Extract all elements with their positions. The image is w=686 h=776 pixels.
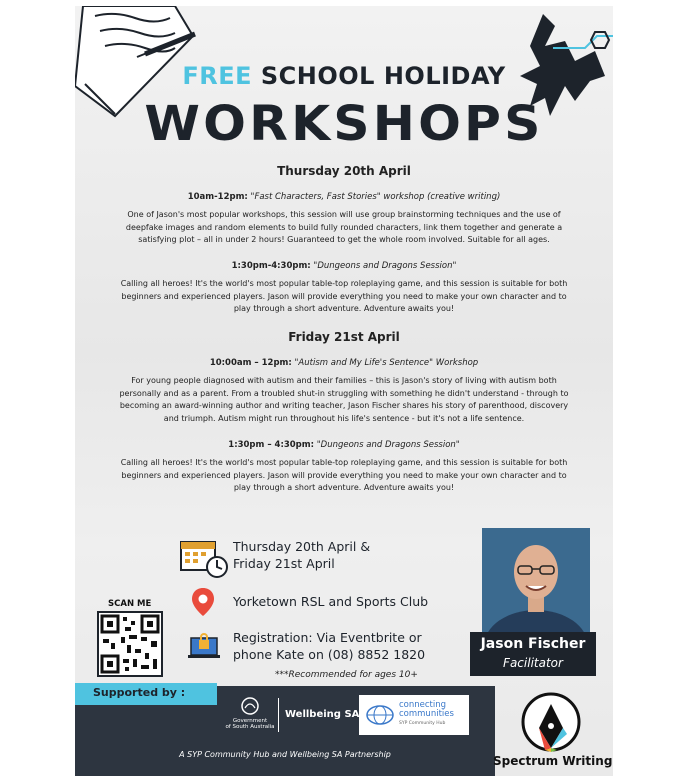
registration-line: phone Kate on (08) 8852 1820 — [233, 647, 426, 662]
dates-line: Thursday 20th April & — [233, 539, 371, 554]
poster-title: WORKSHOPS — [144, 96, 544, 152]
desc-line: personally and as a parent. From a troubled shut-in struggling with something he didn't understand - through to — [119, 388, 569, 398]
day1-slot1-time: 10am-12pm: — [187, 192, 248, 202]
spectrum-writing-label: Spectrum Writing — [493, 754, 613, 768]
title-free: FREE — [182, 62, 253, 90]
day1-slot2-name: "Dungeons and Dragons Session" — [313, 261, 457, 271]
day1-slot1-heading — [75, 192, 613, 202]
registration-line: Registration: Via Eventbrite or — [233, 630, 422, 645]
day2-slot1-description — [103, 375, 585, 425]
day1-slot2-time: 1:30pm-4:30pm: — [231, 261, 311, 271]
day1-slot1-name: "Fast Characters, Fast Stories" workshop (creative writing) — [250, 192, 501, 202]
day2-slot1-heading — [75, 358, 613, 368]
desc-line: satisfying plot – all in under 2 hours! Guaranteed to get the whole room involved. Suitable for all ages. — [138, 235, 550, 244]
day2-slot2-heading — [75, 440, 613, 450]
desc-line: beginners and experienced players. Jason will provide everything you need to make your own character and to — [121, 291, 567, 301]
desc-line: One of Jason's most popular workshops, this session will use group brainstorming techniques and the use of — [127, 210, 561, 219]
government-crest-icon — [239, 696, 261, 716]
age-recommendation: ***Recommended for ages 10+ — [275, 670, 418, 680]
desc-line: Calling all heroes! It's the world's most popular table-top roleplaying game, and this session is suitable for both — [120, 279, 568, 288]
cc-subtitle: SYP Community Hub — [399, 721, 446, 726]
day2-slot2-time: 1:30pm – 4:30pm: — [228, 440, 315, 450]
government-sa-logo — [225, 696, 275, 736]
scan-me-label: SCAN ME — [108, 599, 152, 609]
day1-slot2-heading — [75, 261, 613, 271]
day2-heading: Friday 21st April — [288, 330, 400, 344]
facilitator-photo — [482, 528, 590, 638]
day1-slot1-description — [103, 209, 585, 247]
desc-line: deepfake images and random elements to build fully rounded characters, link them together and generate a — [125, 222, 563, 232]
spectrum-writing-pen-icon — [515, 690, 587, 754]
event-dates — [233, 538, 370, 572]
facilitator-role: Facilitator — [503, 656, 563, 670]
cc-title — [399, 701, 454, 719]
cc-line: connecting — [399, 700, 447, 710]
gov-line: Government — [232, 718, 268, 724]
gov-line: of South Australia — [225, 724, 275, 730]
wellbeing-sa-logo: Wellbeing SA — [285, 709, 360, 720]
desc-line: play through a short adventure. Adventure awaits you! — [233, 304, 455, 313]
title-school-holiday: SCHOOL HOLIDAY — [260, 62, 506, 90]
community-globe-icon — [365, 703, 395, 727]
partnership-note: A SYP Community Hub and Wellbeing SA Partnership — [179, 750, 391, 759]
dates-line: Friday 21st April — [233, 556, 335, 571]
qr-code[interactable] — [97, 611, 163, 677]
desc-line: Calling all heroes! It's the world's most popular table-top roleplaying game, and this session is suitable for both — [120, 458, 568, 467]
qr-code-icon — [99, 613, 161, 675]
event-location: Yorketown RSL and Sports Club — [233, 594, 429, 609]
registration-info — [233, 629, 425, 663]
poster — [75, 6, 613, 776]
desc-line: becoming an award-winning author and writing teacher, Jason Fischer shares his story of parenthood, discovery — [119, 401, 569, 410]
day2-slot2-description — [103, 457, 585, 495]
supported-by-label: Supported by : — [93, 686, 186, 699]
day2-slot1-name: "Autism and My Life's Sentence" Workshop — [294, 358, 479, 368]
supported-by-banner — [75, 683, 217, 705]
laptop-lock-icon — [187, 630, 221, 662]
location-pin-icon — [191, 586, 215, 620]
desc-line: play through a short adventure. Adventure awaits you! — [233, 483, 455, 492]
desc-line: beginners and experienced players. Jason will provide everything you need to make your own character and to — [121, 470, 567, 480]
day1-slot2-description — [103, 278, 585, 316]
calendar-clock-icon — [179, 538, 229, 578]
desc-line: and triumph. Autism might run throughout his life's sentence - but it's not a life sentence. — [163, 413, 525, 423]
desc-line: For young people diagnosed with autism and their families – this is Jason's story of living with autism both — [131, 376, 557, 385]
connecting-communities-logo — [359, 695, 469, 735]
cc-line: communities — [399, 709, 454, 719]
day2-slot1-time: 10:00am – 12pm: — [209, 358, 292, 368]
facilitator-namebox — [470, 632, 596, 676]
facilitator-name: Jason Fischer — [480, 636, 586, 652]
poster-subtitle — [75, 62, 613, 90]
logo-divider — [278, 698, 279, 732]
day2-slot2-name: "Dungeons and Dragons Session" — [316, 440, 460, 450]
day1-heading: Thursday 20th April — [277, 164, 411, 178]
